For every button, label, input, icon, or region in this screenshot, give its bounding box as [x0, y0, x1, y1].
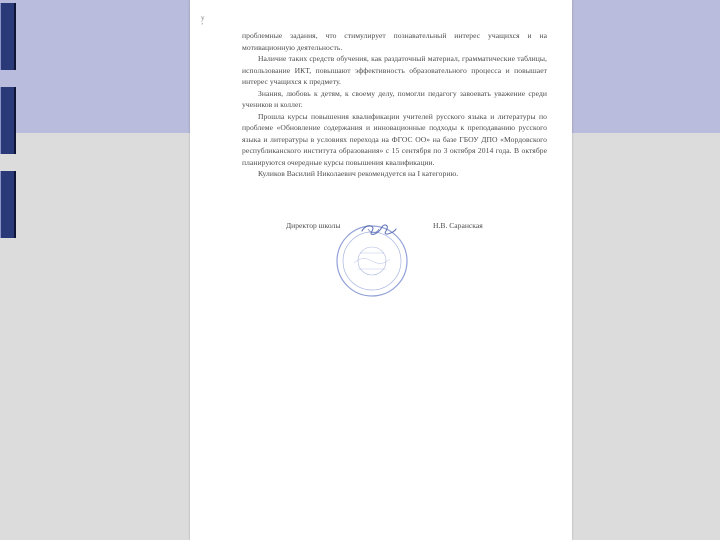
official-stamp-icon — [332, 219, 412, 299]
scanned-document-page — [190, 0, 572, 540]
paragraph-respect: Знания, любовь к детям, к своему делу, помогли педагогу завоевать уважение среди учеников и коллег. — [242, 88, 547, 109]
paragraph-motivation: проблемные задания, что стимулирует познавательный интерес учащихся и на мотивационную деятельность. — [242, 31, 547, 52]
corner-handwritten-mark: у ’ — [201, 14, 205, 30]
left-decoration-bar — [0, 3, 16, 70]
paragraph-teaching-tools: Наличие таких средств обучения, как раздаточный материал, грамматические таблицы, использование ИКТ, повышают эффективность образовательного процесса и повышает интерес учащихся к предмету. — [242, 54, 547, 86]
left-decoration-bar — [0, 171, 16, 238]
document-text — [242, 30, 547, 180]
paragraph-recommendation: Куликов Василий Николаевич рекомендуется на I категорию. — [258, 169, 459, 178]
signature-title: Директор школы — [286, 221, 341, 230]
signature-name: Н.В. Саранская — [433, 221, 483, 230]
paragraph-courses: Прошла курсы повышения квалификации учителей русского языка и литературы по проблеме «Обновление содержания и инновационные подходы к преподаванию русского языка и литературы в условиях перехода на ФГОС ОО» на базе ГБОУ ДПО «Мордовского республиканского института образования» с 15 сентября по 3 октября 2014 года. В октябре планируются очередные курсы повышения квалификации. — [242, 111, 547, 167]
left-decoration-bar — [0, 87, 16, 154]
